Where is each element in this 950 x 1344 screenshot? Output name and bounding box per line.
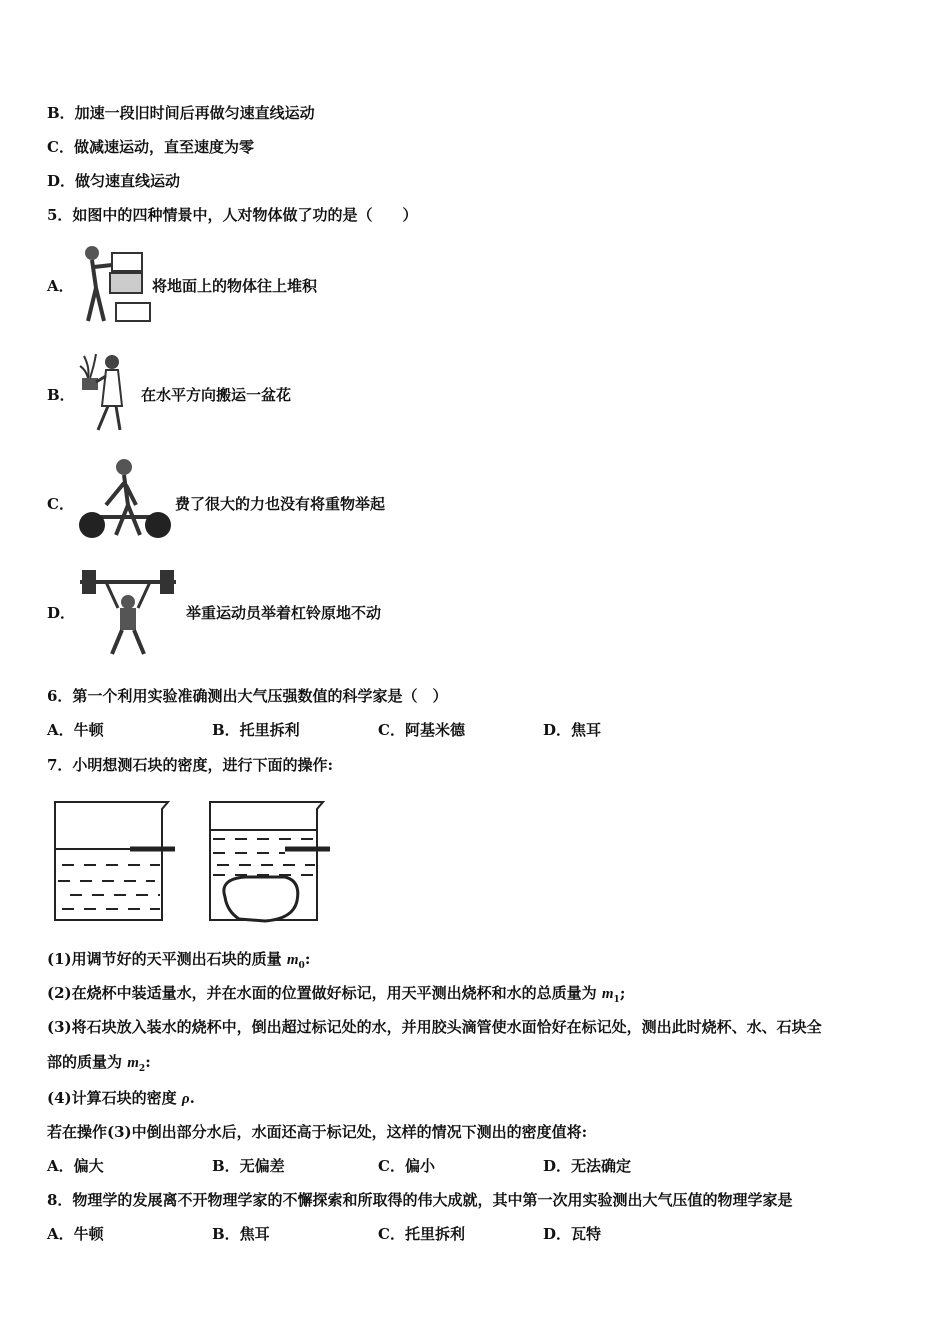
q7-option-c: C．偏小 bbox=[378, 1157, 435, 1175]
q7-step-4: (4)计算石块的密度 ρ. bbox=[47, 1089, 195, 1107]
q8-option-b: B．焦耳 bbox=[212, 1225, 270, 1243]
person-lifting-weight-icon bbox=[76, 455, 172, 545]
q6-stem: 6．第一个利用实验准确测出大气压强数值的科学家是（ ） bbox=[47, 687, 448, 705]
q5-option-d-text: 举重运动员举着杠铃原地不动 bbox=[186, 604, 382, 622]
q6-option-d: D．焦耳 bbox=[543, 721, 602, 739]
beaker-diagram bbox=[50, 797, 335, 927]
weightlifter-holding-barbell-icon bbox=[76, 568, 180, 660]
q7-option-d: D．无法确定 bbox=[543, 1157, 632, 1175]
beaker-without-stone bbox=[55, 802, 175, 920]
q4-option-b: B．加速一段旧时间后再做匀速直线运动 bbox=[47, 104, 315, 122]
q5-option-b-letter: B． bbox=[47, 386, 75, 404]
q7-step-3-cont: 部的质量为 $m_2$: bbox=[47, 1053, 151, 1074]
q7-stem: 7．小明想测石块的密度，进行下面的操作: bbox=[47, 756, 333, 774]
q5-option-c-text: 费了很大的力也没有将重物举起 bbox=[175, 495, 386, 513]
q4-option-d: D．做匀速直线运动 bbox=[47, 172, 181, 190]
beaker-with-stone bbox=[210, 802, 330, 921]
q6-option-a: A．牛顿 bbox=[47, 721, 104, 739]
q7-step-2: (2)在烧杯中装适量水，并在水面的位置做好标记，用天平测出烧杯和水的总质量为 $m_1$; bbox=[47, 984, 626, 1005]
q5-option-a-text: 将地面上的物体往上堆积 bbox=[152, 277, 318, 295]
person-stacking-boxes-icon bbox=[76, 243, 152, 325]
q7-step-1: (1)用调节好的天平测出石块的质量 $m_0$: bbox=[47, 950, 311, 971]
q8-option-d: D．瓦特 bbox=[543, 1225, 602, 1243]
q6-option-b: B．托里拆利 bbox=[212, 721, 300, 739]
person-carrying-plant-icon bbox=[76, 352, 128, 434]
q5-option-a-letter: A． bbox=[47, 277, 74, 295]
q8-option-a: A．牛顿 bbox=[47, 1225, 104, 1243]
q5-option-c-letter: C． bbox=[47, 495, 74, 513]
q5-option-b-text: 在水平方向搬运一盆花 bbox=[141, 386, 292, 404]
q7-question: 若在操作(3)中倒出部分水后，水面还高于标记处，这样的情况下测出的密度值将: bbox=[47, 1123, 588, 1141]
q7-option-b: B．无偏差 bbox=[212, 1157, 285, 1175]
q4-option-c: C．做减速运动，直至速度为零 bbox=[47, 138, 254, 156]
q6-option-c: C．阿基米德 bbox=[378, 721, 465, 739]
q7-option-a: A．偏大 bbox=[47, 1157, 104, 1175]
q8-option-c: C．托里拆利 bbox=[378, 1225, 465, 1243]
q7-step-3: (3)将石块放入装水的烧杯中，倒出超过标记处的水，并用胶头滴管使水面恰好在标记处，测出此时烧杯、水、石块全 bbox=[47, 1018, 822, 1036]
q5-stem: 5．如图中的四种情景中，人对物体做了功的是（ ） bbox=[47, 206, 418, 224]
q8-stem: 8．物理学的发展离不开物理学家的不懈探索和所取得的伟大成就，其中第一次用实验测出大气压值的物理学家是 bbox=[47, 1191, 793, 1209]
q5-option-d-letter: D． bbox=[47, 604, 76, 622]
